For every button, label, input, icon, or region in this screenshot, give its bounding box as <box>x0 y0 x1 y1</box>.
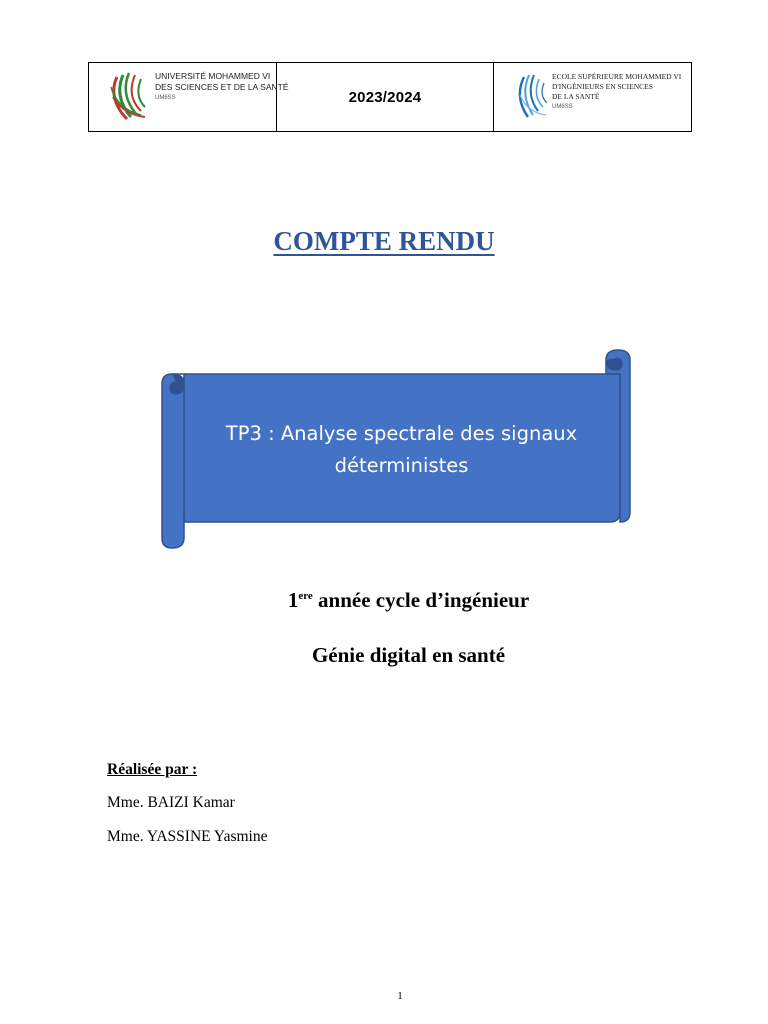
right-logo-line3: DE LA SANTÉ <box>552 92 600 101</box>
umss-university-logo-icon <box>107 67 153 123</box>
page-number: 1 <box>397 990 403 1002</box>
year-level-superscript: ere <box>298 590 313 602</box>
left-logo-abbr: UM6SS <box>155 95 176 101</box>
header-mid-cell <box>277 63 494 131</box>
program-heading: Génie digital en santé <box>311 643 506 667</box>
left-logo-line2: DES SCIENCES ET DE LA SANTÉ <box>155 82 289 92</box>
right-logo-text <box>552 72 681 112</box>
year-level-heading <box>0 588 768 613</box>
page-title: COMPTE RENDU <box>273 226 495 256</box>
author-name: Mme. YASSINE Yasmine <box>107 828 268 845</box>
header-right-cell <box>494 63 691 131</box>
author-name: Mme. BAIZI Kamar <box>107 794 235 811</box>
year-level-number: 1 <box>287 588 299 612</box>
academic-year: 2023/2024 <box>348 88 422 106</box>
right-logo-line2: D'INGÉNIEURS EN SCIENCES <box>552 82 653 91</box>
authors-label: Réalisée par : <box>107 761 198 778</box>
engineering-school-logo-icon <box>516 71 550 121</box>
banner-text <box>160 418 643 482</box>
banner-line2: déterministes <box>334 454 469 477</box>
year-level-rest: année cycle d’ingénieur <box>312 588 530 612</box>
header-table <box>88 62 692 132</box>
banner-line1: TP3 : Analyse spectrale des signaux <box>225 422 578 445</box>
left-logo-text <box>155 71 289 104</box>
right-logo-line1: ECOLE SUPÉRIEURE MOHAMMED VI <box>552 72 682 81</box>
header-left-cell <box>89 63 289 131</box>
left-logo-line1: UNIVERSITÉ MOHAMMED VI <box>155 71 271 81</box>
right-logo-abbr: UM6SS <box>552 104 573 110</box>
